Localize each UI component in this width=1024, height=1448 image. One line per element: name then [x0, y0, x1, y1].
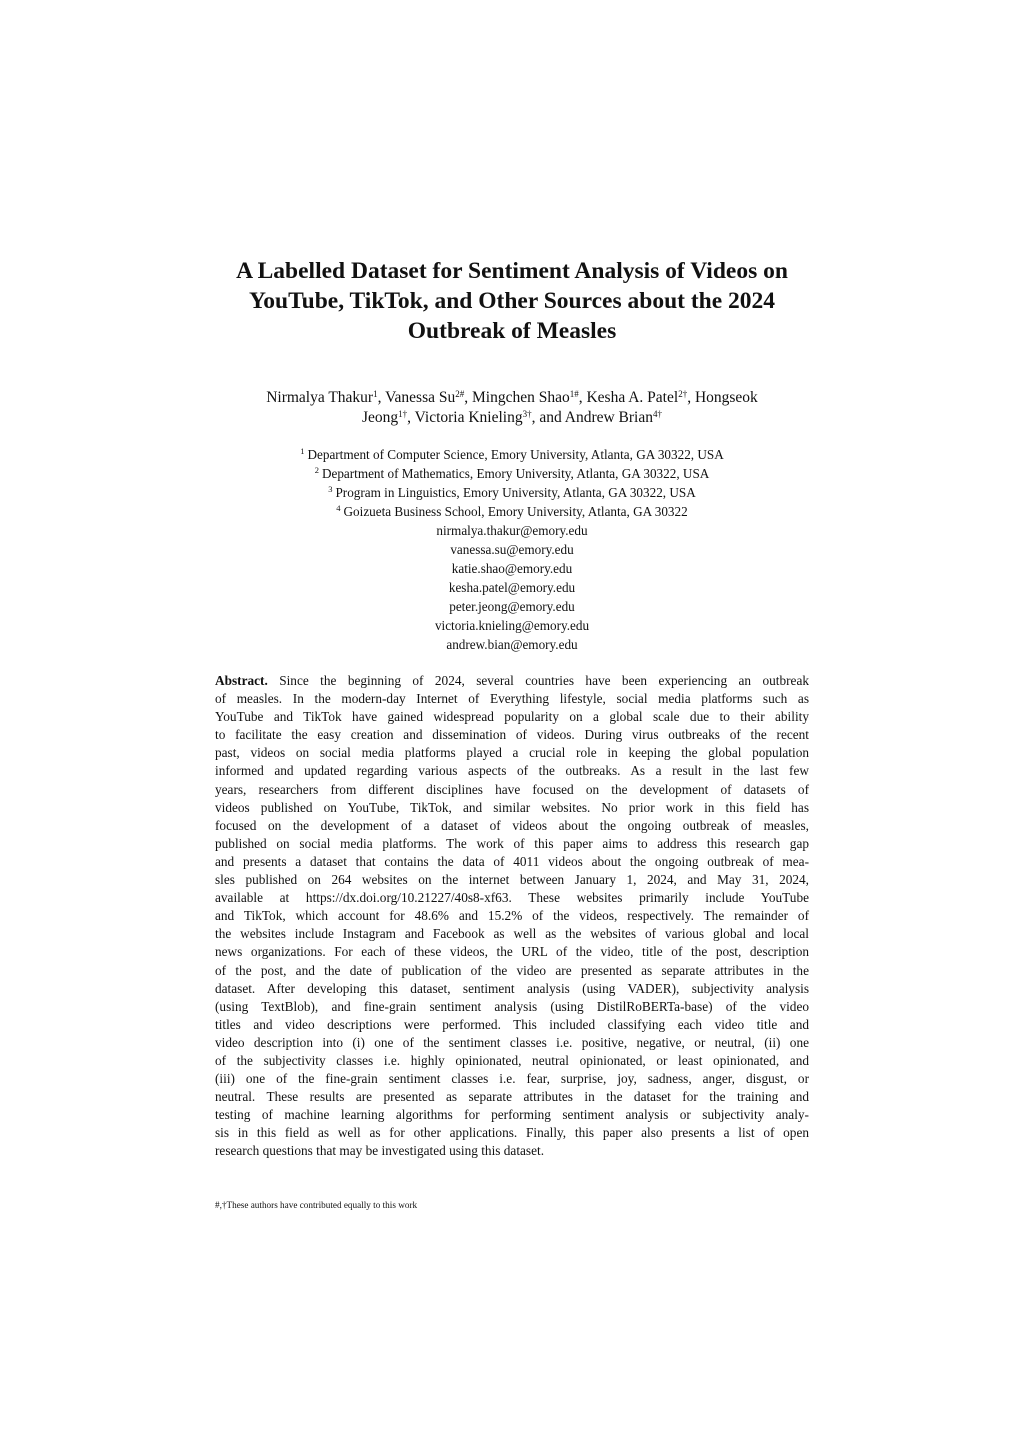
abstract-line: research questions that may be investigated using this dataset.	[215, 1143, 545, 1159]
abstract-line: sis in this field as well as for other applications. Finally, this paper also presents a list of open	[215, 1125, 809, 1141]
affiliation	[200, 445, 824, 464]
author-name: , Hongseok	[687, 389, 758, 406]
author-affil-mark: 2†	[678, 389, 688, 400]
abstract-line: sles published on 264 websites on the internet between January 1, 2024, and May 31, 2024,	[215, 872, 809, 888]
abstract-line: and presents a dataset that contains the data of 4011 videos about the ongoing outbreak of mea-	[215, 853, 809, 869]
abstract-line: news organizations. For each of these videos, the URL of the video, title of the post, description	[215, 944, 809, 960]
author-affil-mark: 1	[373, 389, 378, 400]
affiliation-text: Goizueta Business School, Emory University, Atlanta, GA 30322	[343, 504, 688, 519]
abstract-line: the websites include Instagram and Facebook as well as the websites of various global and local	[215, 926, 809, 942]
author-email[interactable]: vanessa.su@emory.edu	[450, 542, 574, 557]
abstract-line: available at https://dx.doi.org/10.21227/40s8-xf63. These websites primarily include YouTube	[215, 890, 809, 906]
abstract-line: published on social media platforms. The work of this paper aims to address this research gap	[215, 835, 809, 851]
abstract-line: to facilitate the easy creation and dissemination of videos. During virus outbreaks of the recent	[215, 727, 809, 743]
abstract-line: neutral. These results are presented as separate attributes in the dataset for the training and	[215, 1089, 809, 1105]
abstract-label: Abstract.	[215, 673, 268, 688]
affiliation-text: Department of Computer Science, Emory University, Atlanta, GA 30322, USA	[307, 447, 724, 462]
abstract-line: testing of machine learning algorithms for performing sentiment analysis or subjectivity analy-	[215, 1107, 809, 1123]
author-line	[200, 408, 824, 428]
abstract-line: YouTube and TikTok have gained widespread popularity on a global scale due to their ability	[215, 709, 809, 725]
affiliation	[200, 464, 824, 483]
author-name: , Mingchen Shao	[464, 389, 570, 406]
abstract-line: video description into (i) one of the sentiment classes i.e. positive, negative, or neutral, (ii) one	[215, 1034, 809, 1050]
author-affil-mark: 3†	[522, 409, 532, 420]
abstract-line: titles and video descriptions were performed. This included classifying each video title and	[215, 1016, 809, 1032]
abstract	[215, 672, 809, 1161]
abstract-line	[215, 672, 809, 690]
abstract-line: years, researchers from different disciplines have focused on the development of datasets of	[215, 781, 809, 797]
affiliation-text: Department of Mathematics, Emory University, Atlanta, GA 30322, USA	[321, 466, 710, 481]
abstract-line: dataset. After developing this dataset, sentiment analysis (using VADER), subjectivity analysis	[215, 980, 809, 996]
author-email[interactable]: andrew.bian@emory.edu	[446, 637, 578, 652]
author-affil-mark: 1†	[398, 409, 408, 420]
title-line: A Labelled Dataset for Sentiment Analysis of Videos on	[236, 258, 788, 284]
abstract-line: of the post, and the date of publication of the video are presented as separate attributes in the	[215, 962, 809, 978]
author-email[interactable]: victoria.knieling@emory.edu	[434, 618, 590, 633]
title-line: Outbreak of Measles	[407, 318, 617, 344]
affiliation-number: 2	[314, 464, 319, 475]
author-affil-mark: 4†	[653, 409, 662, 420]
author-line	[200, 388, 824, 408]
paper-title	[200, 256, 824, 346]
author-affil-mark: 1#	[569, 389, 579, 400]
title-line: YouTube, TikTok, and Other Sources about the 2024	[248, 288, 776, 314]
affiliations-block	[200, 445, 824, 654]
affiliation-number: 1	[300, 445, 305, 456]
abstract-line: informed and updated regarding various aspects of the outbreaks. As a result in the last few	[215, 763, 809, 779]
author-name: , Kesha A. Patel	[578, 389, 679, 406]
author-name: , and Andrew Brian	[531, 409, 653, 426]
author-email[interactable]: kesha.patel@emory.edu	[448, 580, 576, 595]
equal-contribution-footnote: #,†These authors have contributed equally to this work	[215, 1200, 418, 1210]
author-name: , Vanessa Su	[377, 389, 456, 406]
affiliation-text: Program in Linguistics, Emory University, Atlanta, GA 30322, USA	[335, 485, 696, 500]
abstract-line: past, videos on social media platforms played a crucial role in keeping the global population	[215, 745, 809, 761]
abstract-line: (using TextBlob), and fine-grain sentiment analysis (using DistilRoBERTa-base) of the video	[215, 998, 809, 1014]
author-email[interactable]: peter.jeong@emory.edu	[449, 599, 575, 614]
abstract-line: of the subjectivity classes i.e. highly opinionated, neutral opinionated, or least opinionated, and	[215, 1052, 809, 1068]
author-affil-mark: 2#	[455, 389, 465, 400]
author-name: , Victoria Knieling	[407, 409, 523, 426]
affiliation-number: 3	[328, 483, 333, 494]
abstract-line: of measles. In the modern-day Internet of Everything lifestyle, social media platforms such as	[215, 691, 809, 707]
author-email[interactable]: nirmalya.thakur@emory.edu	[436, 523, 588, 538]
abstract-line: (iii) one of the fine-grain sentiment classes i.e. fear, surprise, joy, sadness, anger, disgust, or	[215, 1071, 809, 1087]
affiliation	[200, 502, 824, 521]
author-email[interactable]: katie.shao@emory.edu	[451, 561, 573, 576]
affiliation	[200, 483, 824, 502]
author-list	[200, 388, 824, 428]
affiliation-number: 4	[336, 502, 341, 513]
abstract-line: videos published on YouTube, TikTok, and similar websites. No prior work in this field has	[215, 799, 809, 815]
author-name: Nirmalya Thakur	[266, 389, 374, 406]
abstract-line: focused on the development of a dataset of videos about the ongoing outbreak of measles,	[215, 817, 809, 833]
abstract-line-text: Since the beginning of 2024, several countries have been experiencing an outbreak	[267, 673, 809, 688]
author-name: Jeong	[361, 409, 399, 426]
abstract-line: and TikTok, which account for 48.6% and 15.2% of the videos, respectively. The remainder of	[215, 908, 809, 924]
